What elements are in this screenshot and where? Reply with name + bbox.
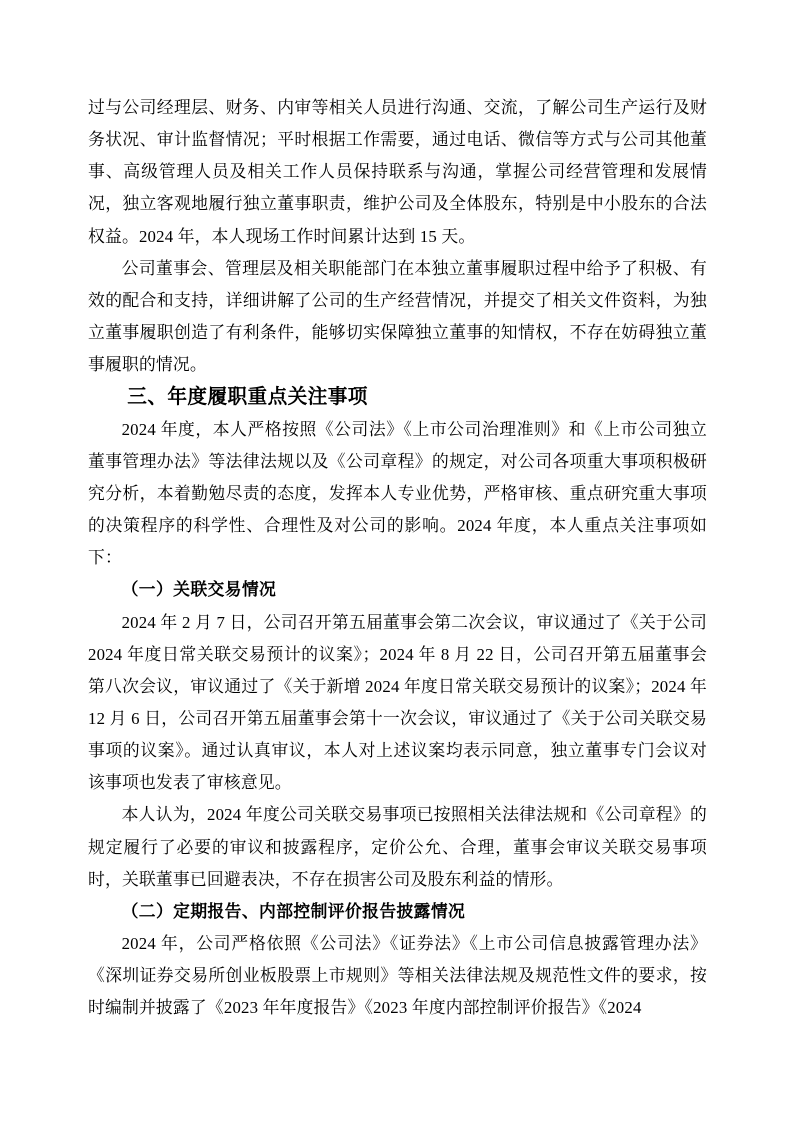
paragraph-related-party-meetings: 2024 年 2 月 7 日，公司召开第五届董事会第二次会议，审议通过了《关于公司 2024 年度日常关联交易预计的议案》；2024 年 8 月 22 日，公司召开第五届董事会第八次会议，审议通过了《关于新增 2024 年度日常关联交易预计的议案》；2024 年 12 月 6 日，公司召开第五届董事会第十一次会议，审议通过了《关于公司关联交易事项的议案》。通过认真审议，本人对上述议案均表示同意，独立董事专门会议对该事项也发表了审核意见。 (88, 612, 707, 793)
paragraph-related-party-opinion: 本人认为，2024 年度公司关联交易事项已按照相关法律法规和《公司章程》的规定履行了必要的审议和披露程序，定价公允、合理，董事会审议关联交易事项时，关联董事已回避表决，不存在损害公司及股东利益的情形。 (88, 805, 707, 889)
subsection-heading-periodic-reports-disclosure: （二）定期报告、内部控制评价报告披露情况 (121, 901, 466, 921)
paragraph-review-approach: 2024 年度，本人严格按照《公司法》《上市公司治理准则》和《上市公司独立董事管理办法》等法律法规以及《公司章程》的规定，对公司各项重大事项积极研究分析，本着勤勉尽责的态度，发挥本人专业优势，严格审核、重点研究重大事项的决策程序的科学性、合理性及对公司的影响。2024 年度，本人重点关注事项如下： (88, 419, 707, 568)
document-text-block (88, 92, 707, 1025)
paragraph-board-cooperation: 公司董事会、管理层及相关职能部门在本独立董事履职过程中给予了积极、有效的配合和支持，详细讲解了公司的生产经营情况，并提交了相关文件资料，为独立董事履职创造了有利条件，能够切实保障独立董事的知情权，不存在妨碍独立董事履职的情况。 (88, 258, 707, 375)
section-heading-annual-key-matters: 三、年度履职重点关注事项 (127, 386, 368, 409)
paragraph-duty-performance-continuation: 过与公司经理层、财务、内审等相关人员进行沟通、交流，了解公司生产运行及财务状况、审计监督情况；平时根据工作需要，通过电话、微信等方式与公司其他董事、高级管理人员及相关工作人员保持联系与沟通，掌握公司经营管理和发展情况，独立客观地履行独立董事职责，维护公司及全体股东，特别是中小股东的合法权益。2024 年，本人现场工作时间累计达到 15 天。 (88, 98, 707, 246)
paragraph-reports-disclosure: 2024 年，公司严格依照《公司法》《证券法》《上市公司信息披露管理办法》《深圳证券交易所创业板股票上市规则》等相关法律法规及规范性文件的要求，按时编制并披露了《2023 年年度报告》《2023 年度内部控制评价报告》《2024 (88, 934, 707, 1018)
subsection-heading-related-party-transactions: （一）关联交易情况 (121, 580, 277, 600)
